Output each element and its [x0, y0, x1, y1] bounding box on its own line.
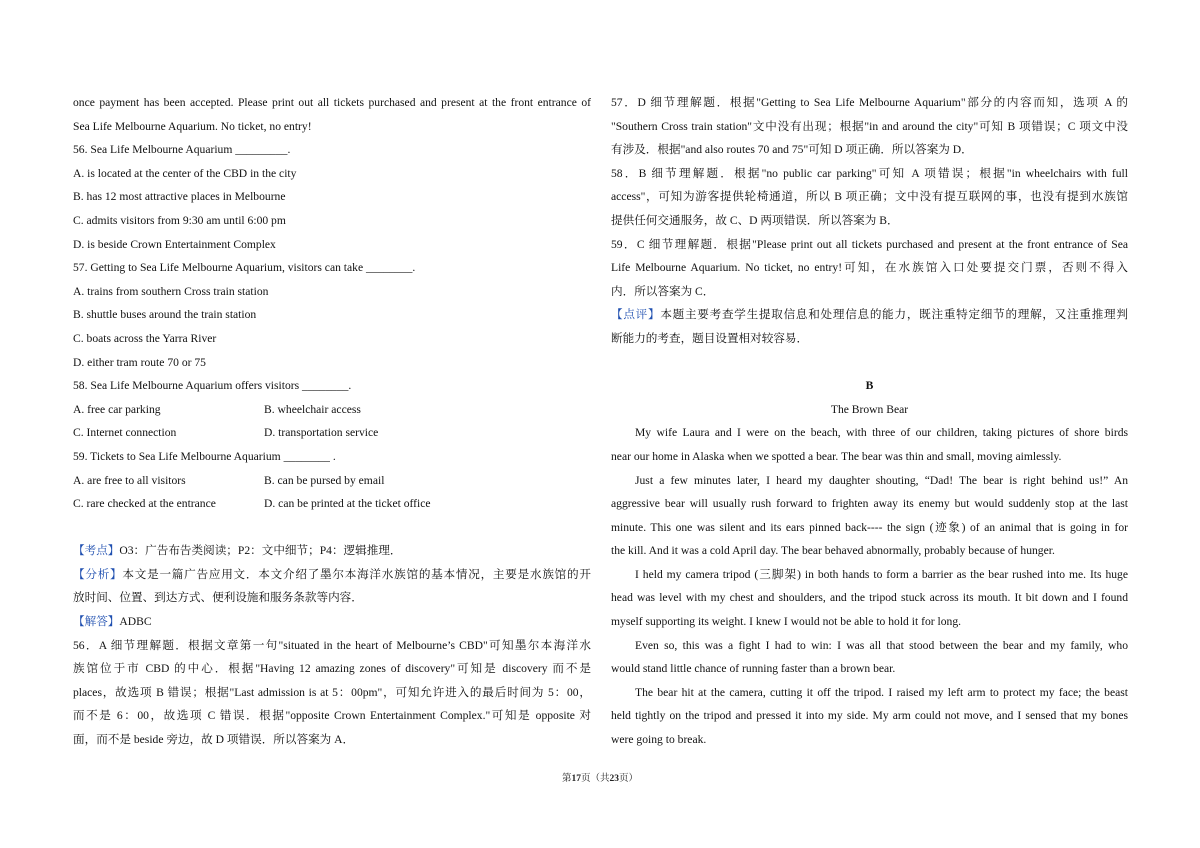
- footer-middle: 页（共: [580, 774, 610, 784]
- passage-line: aggressive bear will usually rush forward to frighten away its enemy but would suddenly stop at the last: [611, 497, 1128, 511]
- question-56-stem: 56. Sea Life Melbourne Aquarium _________.: [73, 143, 291, 157]
- fenxi-tag: 【分析】: [73, 567, 123, 581]
- question-59-options-row: [73, 469, 591, 493]
- answer-59-line: 内．所以答案为 C．: [611, 284, 715, 298]
- question-58-options-row: [73, 421, 591, 445]
- passage-line: Sea Life Melbourne Aquarium. No ticket, no entry!: [73, 119, 312, 133]
- dianping-line: 断能力的考查，题目设置相对较容易．: [611, 331, 809, 345]
- passage-line: My wife Laura and I were on the beach, with three of our children, taking pictures of shore birds: [635, 426, 1128, 440]
- fenxi-line: 放时间、位置、到达方式、便利设施和服务条款等内容．: [73, 591, 363, 605]
- question-57-option-b: B. shuttle buses around the train station: [73, 308, 257, 322]
- answer-56-line: 面，而不是 beside 旁边，故 D 项错误．所以答案为 A．: [73, 733, 355, 747]
- dianping-tag: 【点评】: [611, 308, 661, 322]
- answer-59-line: Life Melbourne Aquarium. No ticket, no entry!可知，在水族馆入口处要提交门票，否则不得入: [611, 261, 1128, 275]
- answer-56-line: 而不是 6：00，故选项 C 错误．根据"opposite Crown Entertainment Complex."可知是 opposite 对: [73, 709, 591, 723]
- question-59-options-row: [73, 492, 591, 516]
- jieda-tag: 【解答】: [73, 615, 120, 629]
- question-58-options-row: [73, 398, 591, 422]
- jieda-text: ADBC: [119, 615, 152, 629]
- question-59-option-c: C. rare checked at the entrance: [73, 497, 216, 511]
- dianping-text: 本题主要考查学生提取信息和处理信息的能力，既注重特定细节的理解，又注重推理判: [660, 308, 1128, 322]
- answer-57-line: "Southern Cross train station"文中没有出现；根据"in and around the city"可知 B 项错误；C 项文中没: [611, 119, 1128, 133]
- question-57-option-c: C. boats across the Yarra River: [73, 331, 217, 345]
- answer-59-line: 59．C 细节理解题．根据"Please print out all tickets purchased and present at the front entrance of Sea: [611, 237, 1128, 251]
- left-column: [73, 91, 591, 752]
- passage-line: myself supporting its weight. I knew I would not be able to hold it for long.: [611, 615, 962, 629]
- passage-line: the kill. And it was a cold April day. The bear behaved abnormally, probably because of hunger.: [611, 544, 1055, 558]
- question-59-option-a: A. are free to all visitors: [73, 473, 186, 487]
- answer-58-line: 提供任何交通服务，故 C、D 两项错误．所以答案为 B．: [611, 213, 899, 227]
- passage-line: The bear hit at the camera, cutting it off the tripod. I raised my left arm to protect my face; the beast: [635, 685, 1128, 699]
- jieda-line: [73, 610, 591, 634]
- passage-title: The Brown Bear: [830, 402, 909, 416]
- fenxi-line: [73, 563, 591, 587]
- passage-line: were going to break.: [611, 733, 707, 747]
- question-56-option-d: D. is beside Crown Entertainment Complex: [73, 237, 276, 251]
- page-footer: [0, 770, 1200, 784]
- answer-56-line: 族馆位于市 CBD 的中心．根据"Having 12 amazing zones of discovery"可知是 discovery 而不是: [73, 662, 591, 676]
- question-58-option-b: B. wheelchair access: [264, 402, 361, 416]
- question-58-option-c: C. Internet connection: [73, 426, 177, 440]
- question-57-option-a: A. trains from southern Cross train station: [73, 284, 269, 298]
- question-56-option-c: C. admits visitors from 9:30 am until 6:00 pm: [73, 213, 286, 227]
- passage-line: Just a few minutes later, I heard my daughter shouting, “Dad! The bear is right behind us!” An: [635, 473, 1128, 487]
- answer-57-line: 57．D 细节理解题．根据"Getting to Sea Life Melbourne Aquarium"部分的内容而知，选项 A 的: [611, 96, 1128, 109]
- question-56-option-b: B. has 12 most attractive places in Melbourne: [73, 190, 286, 204]
- question-58-option-a: A. free car parking: [73, 402, 161, 416]
- kaodian-tag: 【考点】: [73, 544, 120, 558]
- answer-56-line: places，故选项 B 错误；根据"Last admission is at 5：00pm"，可知允许进入的最后时间为 5：00，: [73, 685, 591, 699]
- kaodian-line: [73, 539, 591, 563]
- passage-line: I held my camera tripod (三脚架) in both hands to form a barrier as the bear rushed into me. Its huge: [635, 567, 1128, 581]
- footer-suffix: 页）: [619, 774, 639, 784]
- section-heading: B: [865, 379, 874, 393]
- answer-58-line: 58．B 细节理解题．根据"no public car parking"可知 A 项错误；根据"in wheelchairs with full: [611, 166, 1128, 180]
- answer-57-line: 有涉及．根据"and also routes 70 and 75"可知 D 项正确．所以答案为 D．: [611, 143, 973, 157]
- question-57-stem: 57. Getting to Sea Life Melbourne Aquarium, visitors can take ________.: [73, 261, 416, 275]
- kaodian-text: O3：广告布告类阅读；P2：文中细节；P4：逻辑推理．: [119, 544, 402, 558]
- right-column: [611, 91, 1128, 752]
- question-57-option-d: D. either tram route 70 or 75: [73, 355, 206, 369]
- passage-line: held tightly on the tripod and pressed it into my side. My arm could not move, and I sensed that my bones: [611, 709, 1128, 723]
- question-59-option-b: B. can be pursed by email: [264, 473, 385, 487]
- question-59-stem: 59. Tickets to Sea Life Melbourne Aquarium ________ .: [73, 449, 336, 463]
- page-number: 17: [571, 774, 581, 784]
- fenxi-text: 本文是一篇广告应用文．本文介绍了墨尔本海洋水族馆的基本情况，主要是水族馆的开: [122, 567, 591, 581]
- passage-line: would stand little chance of running faster than a brown bear.: [611, 662, 896, 676]
- question-56-option-a: A. is located at the center of the CBD in the city: [73, 166, 297, 180]
- passage-line: minute. This one was silent and its ears pinned back---- the sign (迹象) of an animal that is going in for: [611, 520, 1128, 534]
- passage-line: Even so, this was a fight I had to win: I was all that stood between the bear and my family, who: [635, 638, 1128, 652]
- question-58-option-d: D. transportation service: [264, 426, 379, 440]
- passage-line: once payment has been accepted. Please print out all tickets purchased and present at the front entrance of: [73, 96, 591, 109]
- answer-56-line: 56．A 细节理解题．根据文章第一句"situated in the heart of Melbourne’s CBD"可知墨尔本海洋水: [73, 638, 591, 652]
- answer-58-line: access"，可知为游客提供轮椅通道，所以 B 项正确；文中没有提互联网的事，也没有提到水族馆: [611, 190, 1128, 204]
- question-58-stem: 58. Sea Life Melbourne Aquarium offers visitors ________.: [73, 379, 352, 393]
- passage-line: head was level with my chest and shoulders, and the tripod stuck across its mouth. It bit down and I found: [611, 591, 1128, 605]
- dianping-line: [611, 303, 1128, 327]
- footer-prefix: 第: [561, 774, 572, 784]
- question-59-option-d: D. can be printed at the ticket office: [264, 497, 431, 511]
- page-total: 23: [609, 774, 619, 784]
- passage-line: near our home in Alaska when we spotted a bear. The bear was thin and small, moving aimlessly.: [611, 449, 1062, 463]
